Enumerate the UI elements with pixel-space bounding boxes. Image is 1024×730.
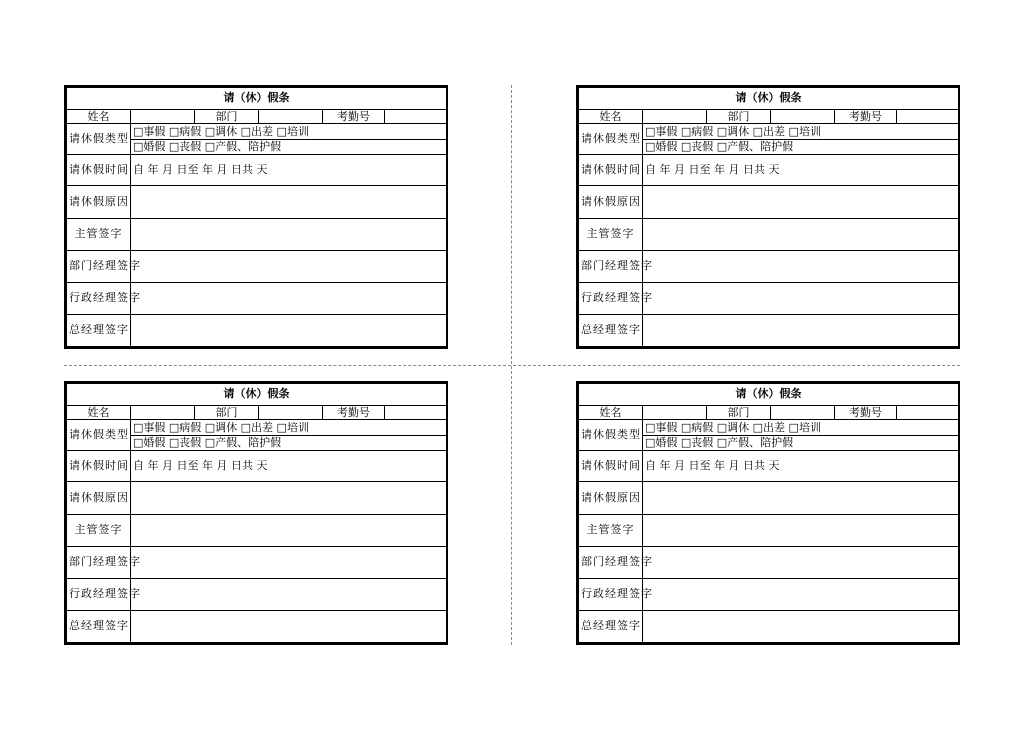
leave-type-options-row-1[interactable]: □事假 □病假 □调休 □出差 □培训: [643, 124, 959, 140]
leave-form-table: [578, 383, 959, 643]
leave-slip: [576, 85, 960, 349]
department-manager-signature-field[interactable]: [131, 546, 447, 578]
admin-manager-signature-field[interactable]: [131, 578, 447, 610]
leave-reason-field[interactable]: [643, 482, 959, 514]
department-manager-signature-field[interactable]: [643, 546, 959, 578]
department-manager-signature-label: 部门经理签字: [67, 546, 131, 578]
name-label: 姓名: [67, 405, 131, 420]
department-manager-signature-label: 部门经理签字: [579, 546, 643, 578]
leave-type-label: 请休假类型: [67, 420, 131, 451]
department-manager-signature-label: 部门经理签字: [579, 250, 643, 282]
leave-type-options-row-2[interactable]: □婚假 □丧假 □产假、陪护假: [643, 139, 959, 155]
department-field[interactable]: [259, 405, 323, 420]
department-field[interactable]: [259, 109, 323, 124]
leave-reason-label: 请休假原因: [67, 482, 131, 514]
leave-type-options-row-1[interactable]: □事假 □病假 □调休 □出差 □培训: [131, 124, 447, 140]
supervisor-signature-field[interactable]: [131, 218, 447, 250]
leave-slip: [64, 381, 448, 645]
leave-reason-field[interactable]: [131, 186, 447, 218]
name-label: 姓名: [67, 109, 131, 124]
department-label: 部门: [707, 109, 771, 124]
supervisor-signature-label: 主管签字: [67, 514, 131, 546]
admin-manager-signature-field[interactable]: [131, 282, 447, 314]
general-manager-signature-label: 总经理签字: [67, 610, 131, 642]
leave-time-label: 请休假时间: [67, 155, 131, 186]
leave-reason-field[interactable]: [643, 186, 959, 218]
attendance-number-label: 考勤号: [835, 405, 897, 420]
department-label: 部门: [195, 109, 259, 124]
leave-time-field[interactable]: 自 年 月 日至 年 月 日共 天: [131, 155, 447, 186]
attendance-number-field[interactable]: [385, 405, 447, 420]
leave-time-field[interactable]: 自 年 月 日至 年 月 日共 天: [643, 451, 959, 482]
leave-time-label: 请休假时间: [579, 451, 643, 482]
leave-reason-label: 请休假原因: [579, 482, 643, 514]
leave-time-field[interactable]: 自 年 月 日至 年 月 日共 天: [643, 155, 959, 186]
general-manager-signature-field[interactable]: [131, 610, 447, 642]
name-field[interactable]: [643, 109, 707, 124]
slip-title: 请（休）假条: [67, 88, 447, 110]
department-field[interactable]: [771, 109, 835, 124]
leave-type-options-row-2[interactable]: □婚假 □丧假 □产假、陪护假: [131, 435, 447, 451]
name-field[interactable]: [131, 405, 195, 420]
general-manager-signature-field[interactable]: [643, 314, 959, 346]
leave-reason-field[interactable]: [131, 482, 447, 514]
admin-manager-signature-label: 行政经理签字: [67, 578, 131, 610]
slip-title: 请（休）假条: [579, 384, 959, 406]
leave-time-field[interactable]: 自 年 月 日至 年 月 日共 天: [131, 451, 447, 482]
leave-form-table: [66, 383, 447, 643]
attendance-number-field[interactable]: [897, 405, 959, 420]
leave-reason-label: 请休假原因: [67, 186, 131, 218]
department-manager-signature-field[interactable]: [643, 250, 959, 282]
attendance-number-label: 考勤号: [323, 109, 385, 124]
slip-title: 请（休）假条: [579, 88, 959, 110]
leave-type-label: 请休假类型: [579, 420, 643, 451]
leave-form-table: [578, 87, 959, 347]
general-manager-signature-field[interactable]: [131, 314, 447, 346]
attendance-number-field[interactable]: [897, 109, 959, 124]
supervisor-signature-label: 主管签字: [67, 218, 131, 250]
name-field[interactable]: [131, 109, 195, 124]
leave-slip: [64, 85, 448, 349]
slip-title: 请（休）假条: [67, 384, 447, 406]
department-manager-signature-label: 部门经理签字: [67, 250, 131, 282]
general-manager-signature-label: 总经理签字: [579, 610, 643, 642]
supervisor-signature-field[interactable]: [643, 514, 959, 546]
general-manager-signature-field[interactable]: [643, 610, 959, 642]
admin-manager-signature-field[interactable]: [643, 282, 959, 314]
leave-type-options-row-2[interactable]: □婚假 □丧假 □产假、陪护假: [643, 435, 959, 451]
leave-reason-label: 请休假原因: [579, 186, 643, 218]
leave-time-label: 请休假时间: [67, 451, 131, 482]
department-manager-signature-field[interactable]: [131, 250, 447, 282]
admin-manager-signature-label: 行政经理签字: [579, 578, 643, 610]
supervisor-signature-label: 主管签字: [579, 514, 643, 546]
attendance-number-label: 考勤号: [835, 109, 897, 124]
horizontal-cut-line: [64, 365, 960, 366]
leave-type-label: 请休假类型: [579, 124, 643, 155]
admin-manager-signature-field[interactable]: [643, 578, 959, 610]
attendance-number-field[interactable]: [385, 109, 447, 124]
supervisor-signature-field[interactable]: [643, 218, 959, 250]
name-label: 姓名: [579, 405, 643, 420]
leave-time-label: 请休假时间: [579, 155, 643, 186]
leave-type-label: 请休假类型: [67, 124, 131, 155]
attendance-number-label: 考勤号: [323, 405, 385, 420]
leave-slip: [576, 381, 960, 645]
name-label: 姓名: [579, 109, 643, 124]
admin-manager-signature-label: 行政经理签字: [67, 282, 131, 314]
supervisor-signature-field[interactable]: [131, 514, 447, 546]
admin-manager-signature-label: 行政经理签字: [579, 282, 643, 314]
department-label: 部门: [195, 405, 259, 420]
department-field[interactable]: [771, 405, 835, 420]
leave-type-options-row-2[interactable]: □婚假 □丧假 □产假、陪护假: [131, 139, 447, 155]
name-field[interactable]: [643, 405, 707, 420]
leave-form-table: [66, 87, 447, 347]
department-label: 部门: [707, 405, 771, 420]
leave-type-options-row-1[interactable]: □事假 □病假 □调休 □出差 □培训: [643, 420, 959, 436]
leave-type-options-row-1[interactable]: □事假 □病假 □调休 □出差 □培训: [131, 420, 447, 436]
general-manager-signature-label: 总经理签字: [67, 314, 131, 346]
general-manager-signature-label: 总经理签字: [579, 314, 643, 346]
supervisor-signature-label: 主管签字: [579, 218, 643, 250]
